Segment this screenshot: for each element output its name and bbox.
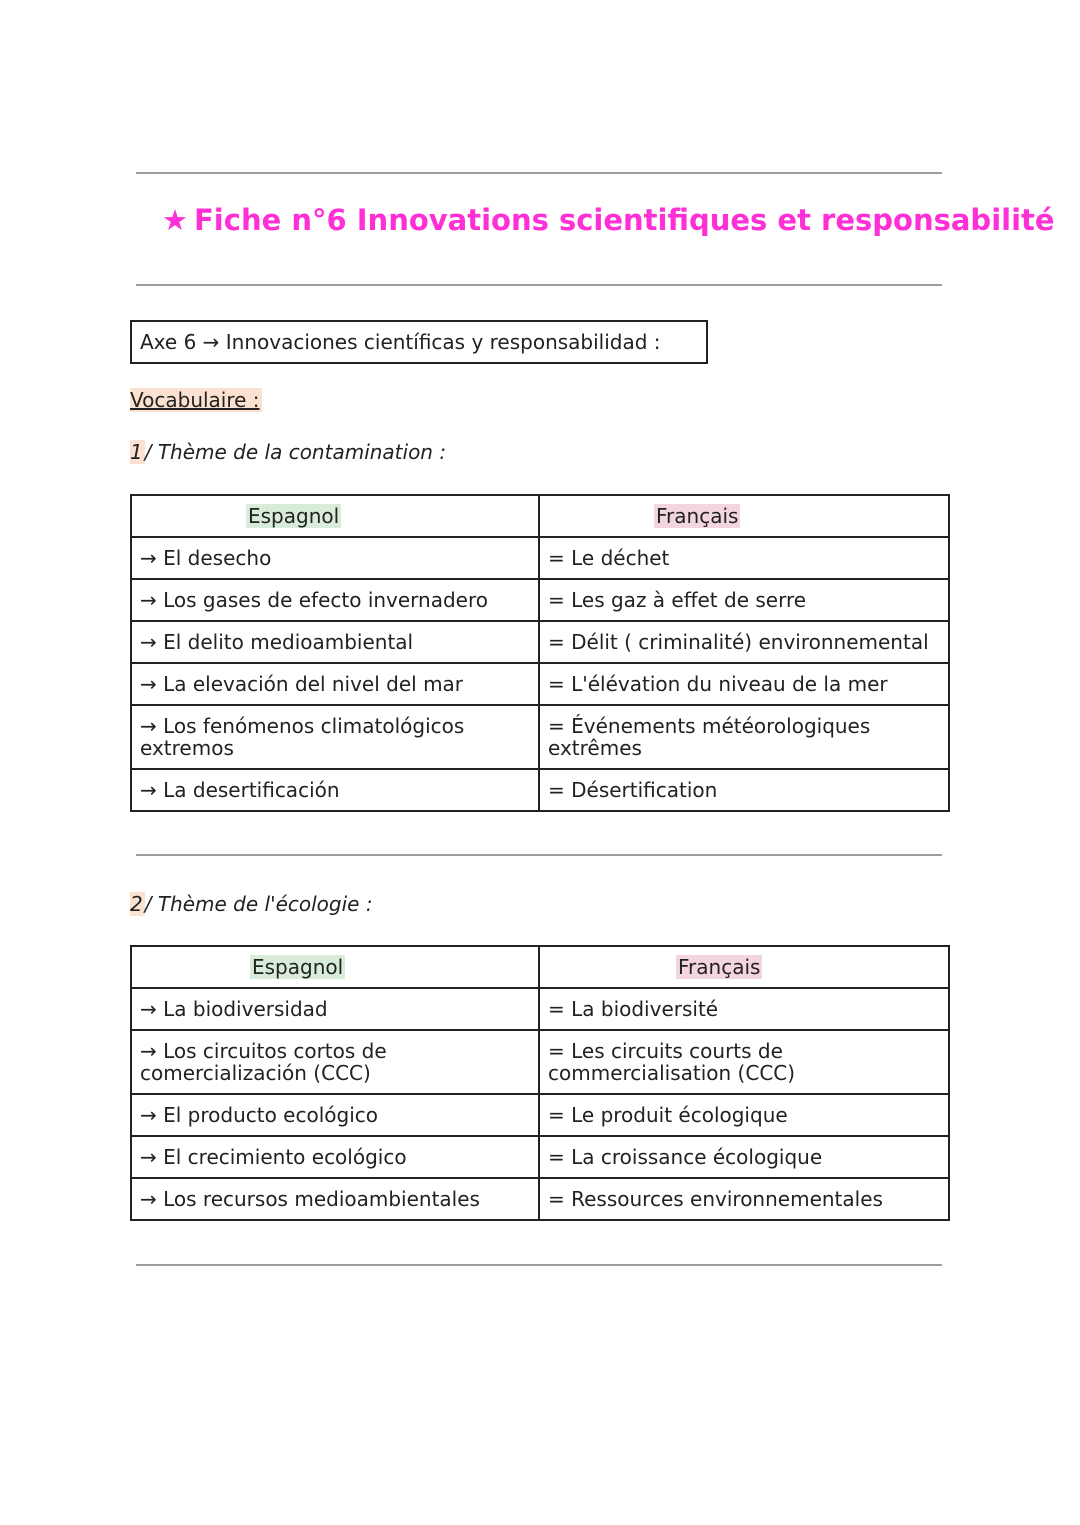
bottom-divider	[136, 1264, 942, 1266]
theme-1-number: 1	[130, 440, 143, 464]
spanish-term: → Los recursos medioambientales	[131, 1178, 539, 1220]
spanish-term: → La biodiversidad	[131, 988, 539, 1030]
theme-2-title: / Thème de l'écologie :	[144, 892, 373, 916]
french-term: = La biodiversité	[539, 988, 949, 1030]
axe-box: Axe 6 → Innovaciones científicas y responsabilidad :	[130, 320, 708, 364]
french-term: = Le produit écologique	[539, 1094, 949, 1136]
table-row	[131, 621, 949, 663]
vocabulary-heading: Vocabulaire :	[130, 388, 260, 412]
spanish-term: → La elevación del nivel del mar	[131, 663, 539, 705]
table-row	[131, 579, 949, 621]
table-row	[131, 988, 949, 1030]
page-title	[162, 203, 1055, 237]
page-title-text: Fiche n°6 Innovations scientifiques et responsabilité	[194, 203, 1055, 237]
contamination-table	[130, 494, 950, 812]
french-term: = Les gaz à effet de serre	[539, 579, 949, 621]
french-term: = Délit ( criminalité) environnemental	[539, 621, 949, 663]
header-french: Français	[539, 495, 949, 537]
french-term: = Le déchet	[539, 537, 949, 579]
table-header-row	[131, 946, 949, 988]
french-term: = Événements météorologiques extrêmes	[539, 705, 949, 769]
spanish-term: → El producto ecológico	[131, 1094, 539, 1136]
theme-2-number: 2	[130, 892, 143, 916]
spanish-term: → El crecimiento ecológico	[131, 1136, 539, 1178]
table-row	[131, 537, 949, 579]
spanish-term: → Los circuitos cortos de comercialización (CCC)	[131, 1030, 539, 1094]
french-term: = L'élévation du niveau de la mer	[539, 663, 949, 705]
header-spanish: Espagnol	[131, 495, 539, 537]
spanish-term: → La desertificación	[131, 769, 539, 811]
theme-1-heading	[130, 440, 446, 464]
theme-1-title: / Thème de la contamination :	[144, 440, 447, 464]
table-row	[131, 1030, 949, 1094]
title-divider	[136, 284, 942, 286]
header-spanish: Espagnol	[131, 946, 539, 988]
spanish-term: → Los fenómenos climatológicos extremos	[131, 705, 539, 769]
ecology-table	[130, 945, 950, 1221]
french-term: = Les circuits courts de commercialisation (CCC)	[539, 1030, 949, 1094]
header-french: Français	[539, 946, 949, 988]
spanish-term: → Los gases de efecto invernadero	[131, 579, 539, 621]
table-row	[131, 769, 949, 811]
spanish-term: → El desecho	[131, 537, 539, 579]
section-divider	[136, 854, 942, 856]
table-header-row	[131, 495, 949, 537]
star-icon: ★	[162, 203, 188, 237]
table-row	[131, 1178, 949, 1220]
table-row	[131, 705, 949, 769]
french-term: = Ressources environnementales	[539, 1178, 949, 1220]
table-row	[131, 663, 949, 705]
french-term: = Désertification	[539, 769, 949, 811]
table-row	[131, 1094, 949, 1136]
table-row	[131, 1136, 949, 1178]
french-term: = La croissance écologique	[539, 1136, 949, 1178]
top-divider	[136, 172, 942, 174]
theme-2-heading	[130, 892, 373, 916]
spanish-term: → El delito medioambiental	[131, 621, 539, 663]
